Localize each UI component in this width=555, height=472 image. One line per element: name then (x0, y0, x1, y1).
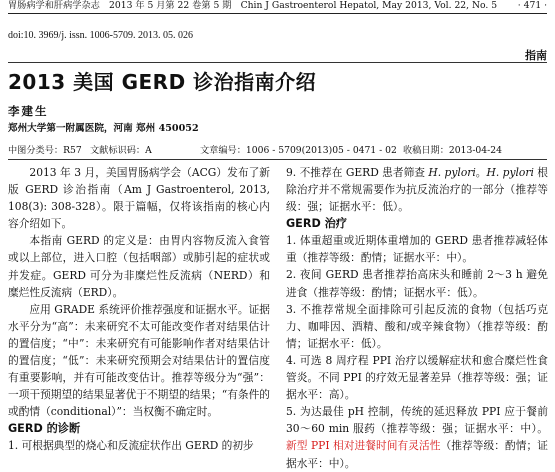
column-label: 指南 (525, 49, 547, 62)
received-date: 收稿日期：2013-04-24 (403, 145, 502, 156)
affiliation: 郑州大学第一附属医院，河南 郑州 450052 (8, 123, 199, 134)
heading-treatment: GERD 治疗 (286, 217, 347, 231)
treatment-item-1: 1. 体重超重或近期体重增加的 GERD 患者推荐减轻体重（推荐等级：酌情；证据水平：中）。 (286, 234, 548, 265)
doc-code: 文献标识码：A (90, 145, 152, 156)
doi: doi:10. 3969/j. issn. 1006-5709. 2013. 05. 026 (8, 30, 194, 41)
divider-meta (8, 159, 547, 160)
article-number: 文章编号：1006 - 5709(2013)05 - 0471 - 02 (200, 145, 397, 156)
treatment-item-3: 3. 不推荐常规全面排除可引起反流的食物（包括巧克力、咖啡因、酒精、酸和/或辛辣食物）（推荐等级：酌情；证据水平：低）。 (286, 302, 548, 350)
article-title: 2013 美国 GERD 诊治指南介绍 (8, 70, 317, 94)
diagnosis-item-9: 9. 不推荐在 GERD 患者筛查 H. pylori。H. pylori 根除治疗并不常规需要作为抗反流治疗的一部分（推荐等级：强；证据水平：低）。 (286, 166, 548, 214)
divider-top (8, 62, 547, 63)
author: 李建生 (8, 104, 49, 118)
treatment-item-5: 5. 为达最佳 pH 控制，传统的延迟释放 PPI 应于餐前 30～60 min 服药（推荐等级：强；证据水平：中）。新型 PPI 相对进餐时间有灵活性（推荐等级：酌情；证据水平：中）。 (286, 405, 548, 470)
treatment-item-4: 4. 可选 8 周疗程 PPI 治疗以缓解症状和愈合糜烂性食管炎。不同 PPI 的疗效无显著差异（推荐等级：强；证据水平：高）。 (286, 353, 548, 402)
journal-line: 胃肠病学和肝病学杂志 2013 年 5 月第 22 卷第 5 期 Chin J Gastroenterol Hepatol, May 2013, Vol. 22, No. 5 (8, 0, 498, 11)
left-column (8, 164, 270, 455)
article-meta (8, 142, 547, 156)
definition-paragraph: 本指南 GERD 的定义是：由胃内容物反流入食管或以上部位，进入口腔（包括咽部）或肺引起的症状或并发症。GERD 可分为非糜烂性反流病（NERD）和糜烂性反流病（ERD）。 (8, 234, 270, 299)
highlighted-text: 新型 PPI 相对进餐时间有灵活性 (286, 439, 441, 453)
grade-paragraph: 应用 GRADE 系统评价推荐强度和证据水平。证据水平分为“高”：未来研究不太可能改变作者对结果估计的置信度；“中”：未来研究有可能影响作者对结果估计的置信度；“低”：未来研究预期会对结果估计的置信度有重要影响，并有可能改变估计。推荐等级分为“强”：一项干预期望的结果显著优于不期望的结果；“有条件的或酌情（conditional）”：当权衡不确定时。 (8, 302, 270, 419)
clc-number: 中图分类号：R57 (8, 145, 82, 156)
intro-paragraph: 2013 年 3 月，美国胃肠病学会（ACG）发布了新版 GERD 诊治指南（Am J Gastroenterol, 2013, 108(3): 308-328）。限于篇幅，仅将该指南的核心内容介绍如下。 (8, 166, 270, 231)
diagnosis-item-1: 1. 可根据典型的烧心和反流症状作出 GERD 的初步 (8, 439, 254, 453)
heading-diagnosis: GERD 的诊断 (8, 422, 81, 436)
right-column (286, 164, 548, 472)
page-number: · 471 · (517, 0, 547, 11)
running-header (8, 0, 547, 14)
treatment-item-2: 2. 夜间 GERD 患者推荐抬高床头和睡前 2～3 h 避免进食（推荐等级：酌情；证据水平：低）。 (286, 268, 548, 299)
